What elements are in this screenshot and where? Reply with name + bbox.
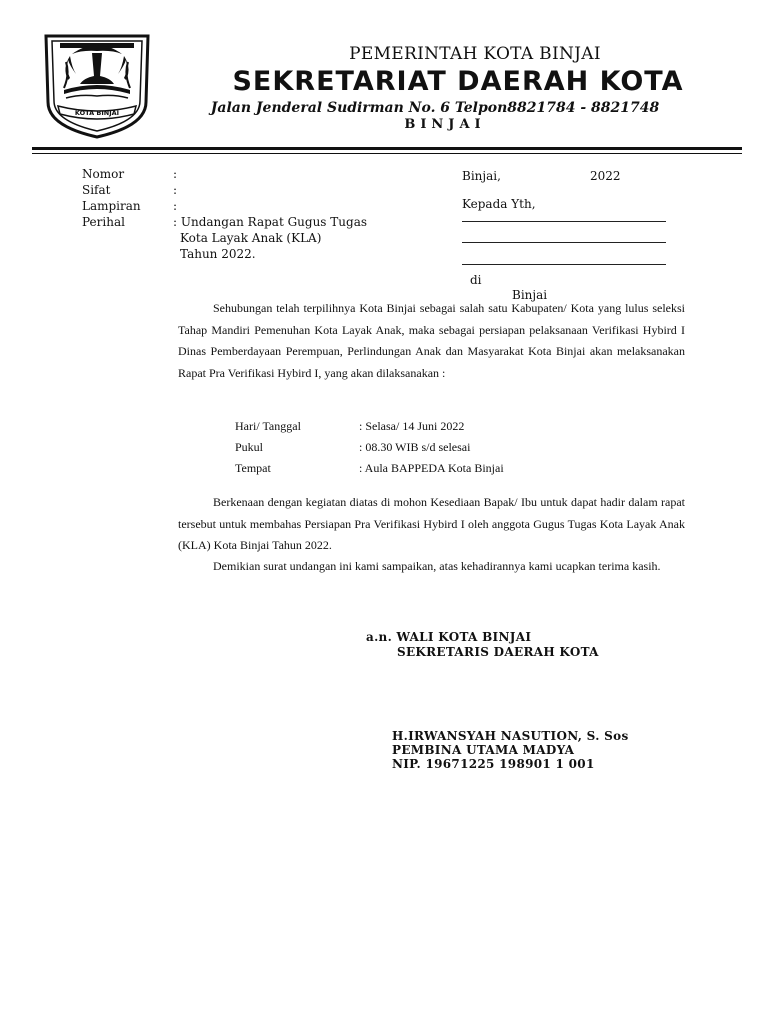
nomor-colon: : (173, 167, 178, 181)
lampiran-label: Lampiran (82, 199, 141, 213)
signatory-nip: NIP. 19671225 198901 1 001 (392, 757, 595, 771)
sifat-label: Sifat (82, 183, 111, 197)
signature-on-behalf: a.n. WALI KOTA BINJAI (366, 630, 532, 644)
recipient-city: Binjai (512, 288, 548, 302)
detail-pukul-label: Pukul (235, 440, 264, 454)
perihal-label: Perihal (82, 215, 125, 229)
body-paragraph-3: Demikian surat undangan ini kami sampaikan, atas kehadirannya kami ucapkan terima kasih. (213, 559, 661, 573)
perihal-line-3: Tahun 2022. (180, 247, 256, 261)
recipient-line-3 (462, 264, 666, 265)
office-city: BINJAI (404, 117, 486, 132)
detail-hari-label: Hari/ Tanggal (235, 419, 301, 433)
detail-tempat-label: Tempat (235, 461, 271, 475)
recipient-line-2 (462, 242, 666, 243)
signatory-rank: PEMBINA UTAMA MADYA (392, 743, 575, 757)
body-paragraph-1: Sehubungan telah terpilihnya Kota Binjai sebagai salah satu Kabupaten/ Kota yang lulus seleksi Tahap Mandiri Pemenuhan Kota Layak Anak, maka sebagai persiapan pelaksanaan Verifikasi Hybird I Dinas Pemberdayaan Perempuan, Perlindungan Anak dan Masyarakat Kota Binjai akan melaksanakan Rapat Pra Verifikasi Hybird I, yang akan dilaksanakan : (178, 301, 685, 380)
detail-hari-value: : Selasa/ 14 Juni 2022 (359, 419, 465, 433)
detail-tempat-value: : Aula BAPPEDA Kota Binjai (359, 461, 504, 475)
signature-position: SEKRETARIS DAERAH KOTA (397, 645, 599, 659)
government-name: PEMERINTAH KOTA BINJAI (349, 44, 601, 64)
letter-year: 2022 (590, 169, 621, 183)
kepada-yth: Kepada Yth, (462, 197, 536, 211)
recipient-di: di (470, 273, 482, 287)
letter-place: Binjai, (462, 169, 501, 183)
emblem-text: KOTA BINJAI (74, 109, 120, 117)
detail-pukul-value: : 08.30 WIB s/d selesai (359, 440, 471, 454)
letterhead-rule-thin (32, 153, 742, 154)
lampiran-colon: : (173, 199, 178, 213)
nomor-label: Nomor (82, 167, 125, 181)
kota-binjai-emblem (40, 30, 154, 140)
letterhead-rule-thick (32, 147, 742, 150)
office-name: SEKRETARIAT DAERAH KOTA (232, 66, 684, 97)
body-paragraph-2: Berkenaan dengan kegiatan diatas di mohon Kesediaan Bapak/ Ibu untuk dapat hadir dalam rapat tersebut untuk membahas Persiapan Pra Verifikasi Hybird I oleh anggota Gugus Tugas Kota Layak Anak (KLA) Kota Binjai Tahun 2022. (178, 495, 685, 552)
perihal-line-2: Kota Layak Anak (KLA) (180, 231, 322, 245)
office-address: Jalan Jenderal Sudirman No. 6 Telpon8821784 - 8821748 (210, 100, 660, 116)
recipient-line-1 (462, 221, 666, 222)
signatory-name: H.IRWANSYAH NASUTION, S. Sos (392, 729, 629, 743)
perihal-line-1: : Undangan Rapat Gugus Tugas (173, 215, 368, 229)
sifat-colon: : (173, 183, 178, 197)
